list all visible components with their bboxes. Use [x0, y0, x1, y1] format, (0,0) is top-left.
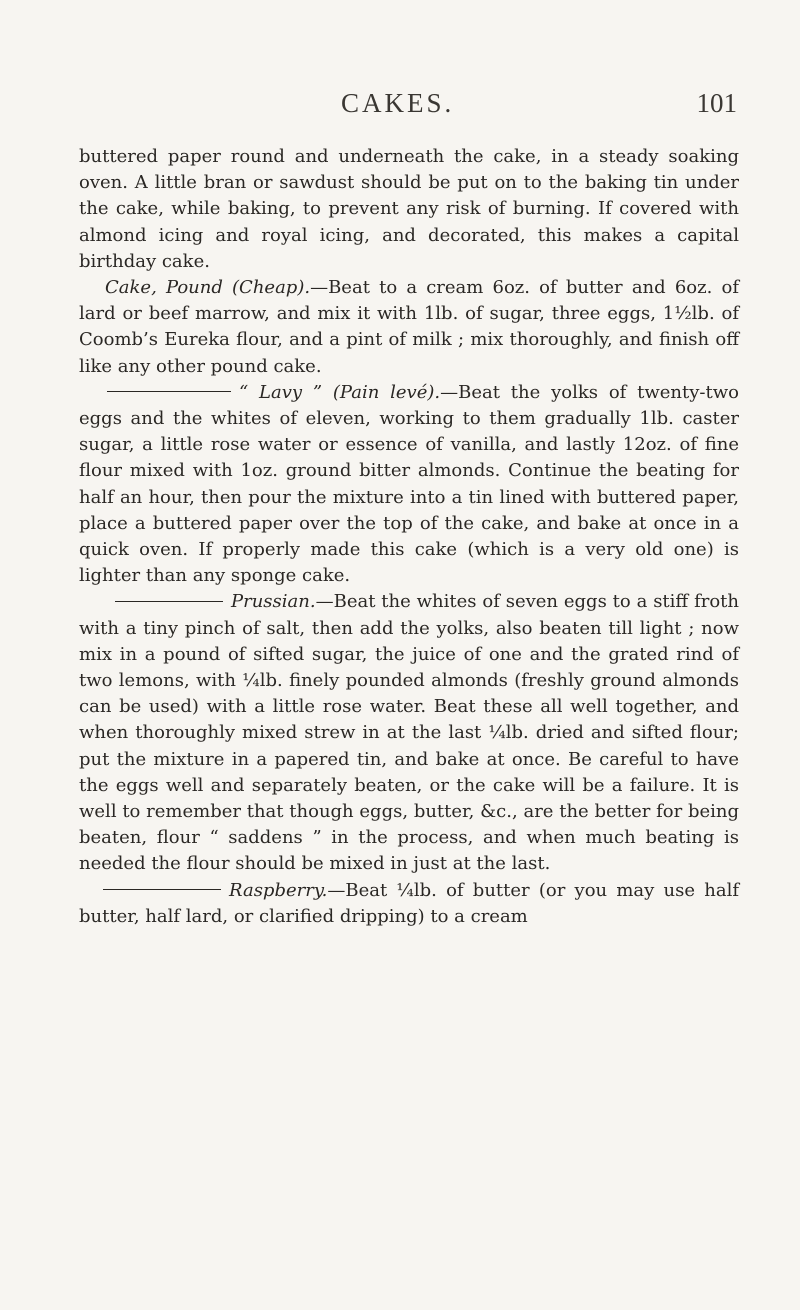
recipe-prussian	[79, 589, 739, 877]
recipe-title: “ Lavy ” (Pain levé).	[239, 381, 441, 403]
recipe-title: Raspberry.	[229, 879, 328, 901]
recipe-body: —Beat ¼lb. of butter (or you may use half butter, half lard, or clarified dripping) to a cream	[79, 879, 739, 927]
body-text	[79, 144, 739, 930]
running-head	[79, 88, 739, 144]
recipe-body: —Beat to a cream 6oz. of butter and 6oz. of lard or beef marrow, and mix it with 1lb. of sugar, three eggs, 1½lb. of Coomb’s Eureka flour, and a pint of milk ; mix thoroughly, and finish off like any other pound cake.	[79, 277, 739, 377]
recipe-raspberry	[79, 878, 739, 930]
recipe-body: —Beat the yolks of twenty-two eggs and the whites of eleven, working to them gradually 1lb. caster sugar, a little rose water or essence of vanilla, and lastly 12oz. of fine flour mixed with 1oz. ground bitter almonds. Continue the beating for half an hour, then pour the mixture into a tin lined with buttered paper, place a buttered paper over the top of the cake, and bake at once in a quick oven. If properly made this cake (which is a very old one) is lighter than any sponge cake.	[79, 381, 739, 587]
recipe-body: —Beat the whites of seven eggs to a stiff froth with a tiny pinch of salt, then add the yolks, also beaten till light ; now mix in a pound of sifted sugar, the juice of one and the grated rind of two lemons, with ¼lb. finely pounded almonds (freshly ground almonds can be used) with a little rose water. Beat these all well together, and when thoroughly mixed strew in at the last ¼lb. dried and sifted flour; put the mixture in a papered tin, and bake at once. Be careful to have the eggs well and separately beaten, or the cake will be a failure. It is well to remember that though eggs, butter, &c., are the better for being beaten, flour “ saddens ” in the process, and when much beating is needed the flour should be mixed in just at the last.	[79, 591, 739, 875]
recipe-pound-cake	[79, 275, 739, 380]
recipe-lavy	[79, 380, 739, 590]
recipe-title: Cake, Pound (Cheap).	[105, 277, 311, 299]
recipe-title: Prussian.	[231, 591, 316, 613]
ditto-dash	[107, 391, 231, 392]
page-number: 101	[696, 88, 737, 118]
continuation-paragraph: buttered paper round and underneath the cake, in a steady soaking oven. A little bran or sawdust should be put on to the baking tin under the cake, while baking, to prevent any risk of burning. If covered with almond icing and royal icing, and decorated, this makes a capital birthday cake.	[79, 146, 739, 272]
chapter-title: CAKES.	[341, 88, 455, 118]
ditto-dash	[103, 889, 221, 890]
ditto-dash	[115, 601, 223, 602]
book-page	[79, 88, 739, 930]
